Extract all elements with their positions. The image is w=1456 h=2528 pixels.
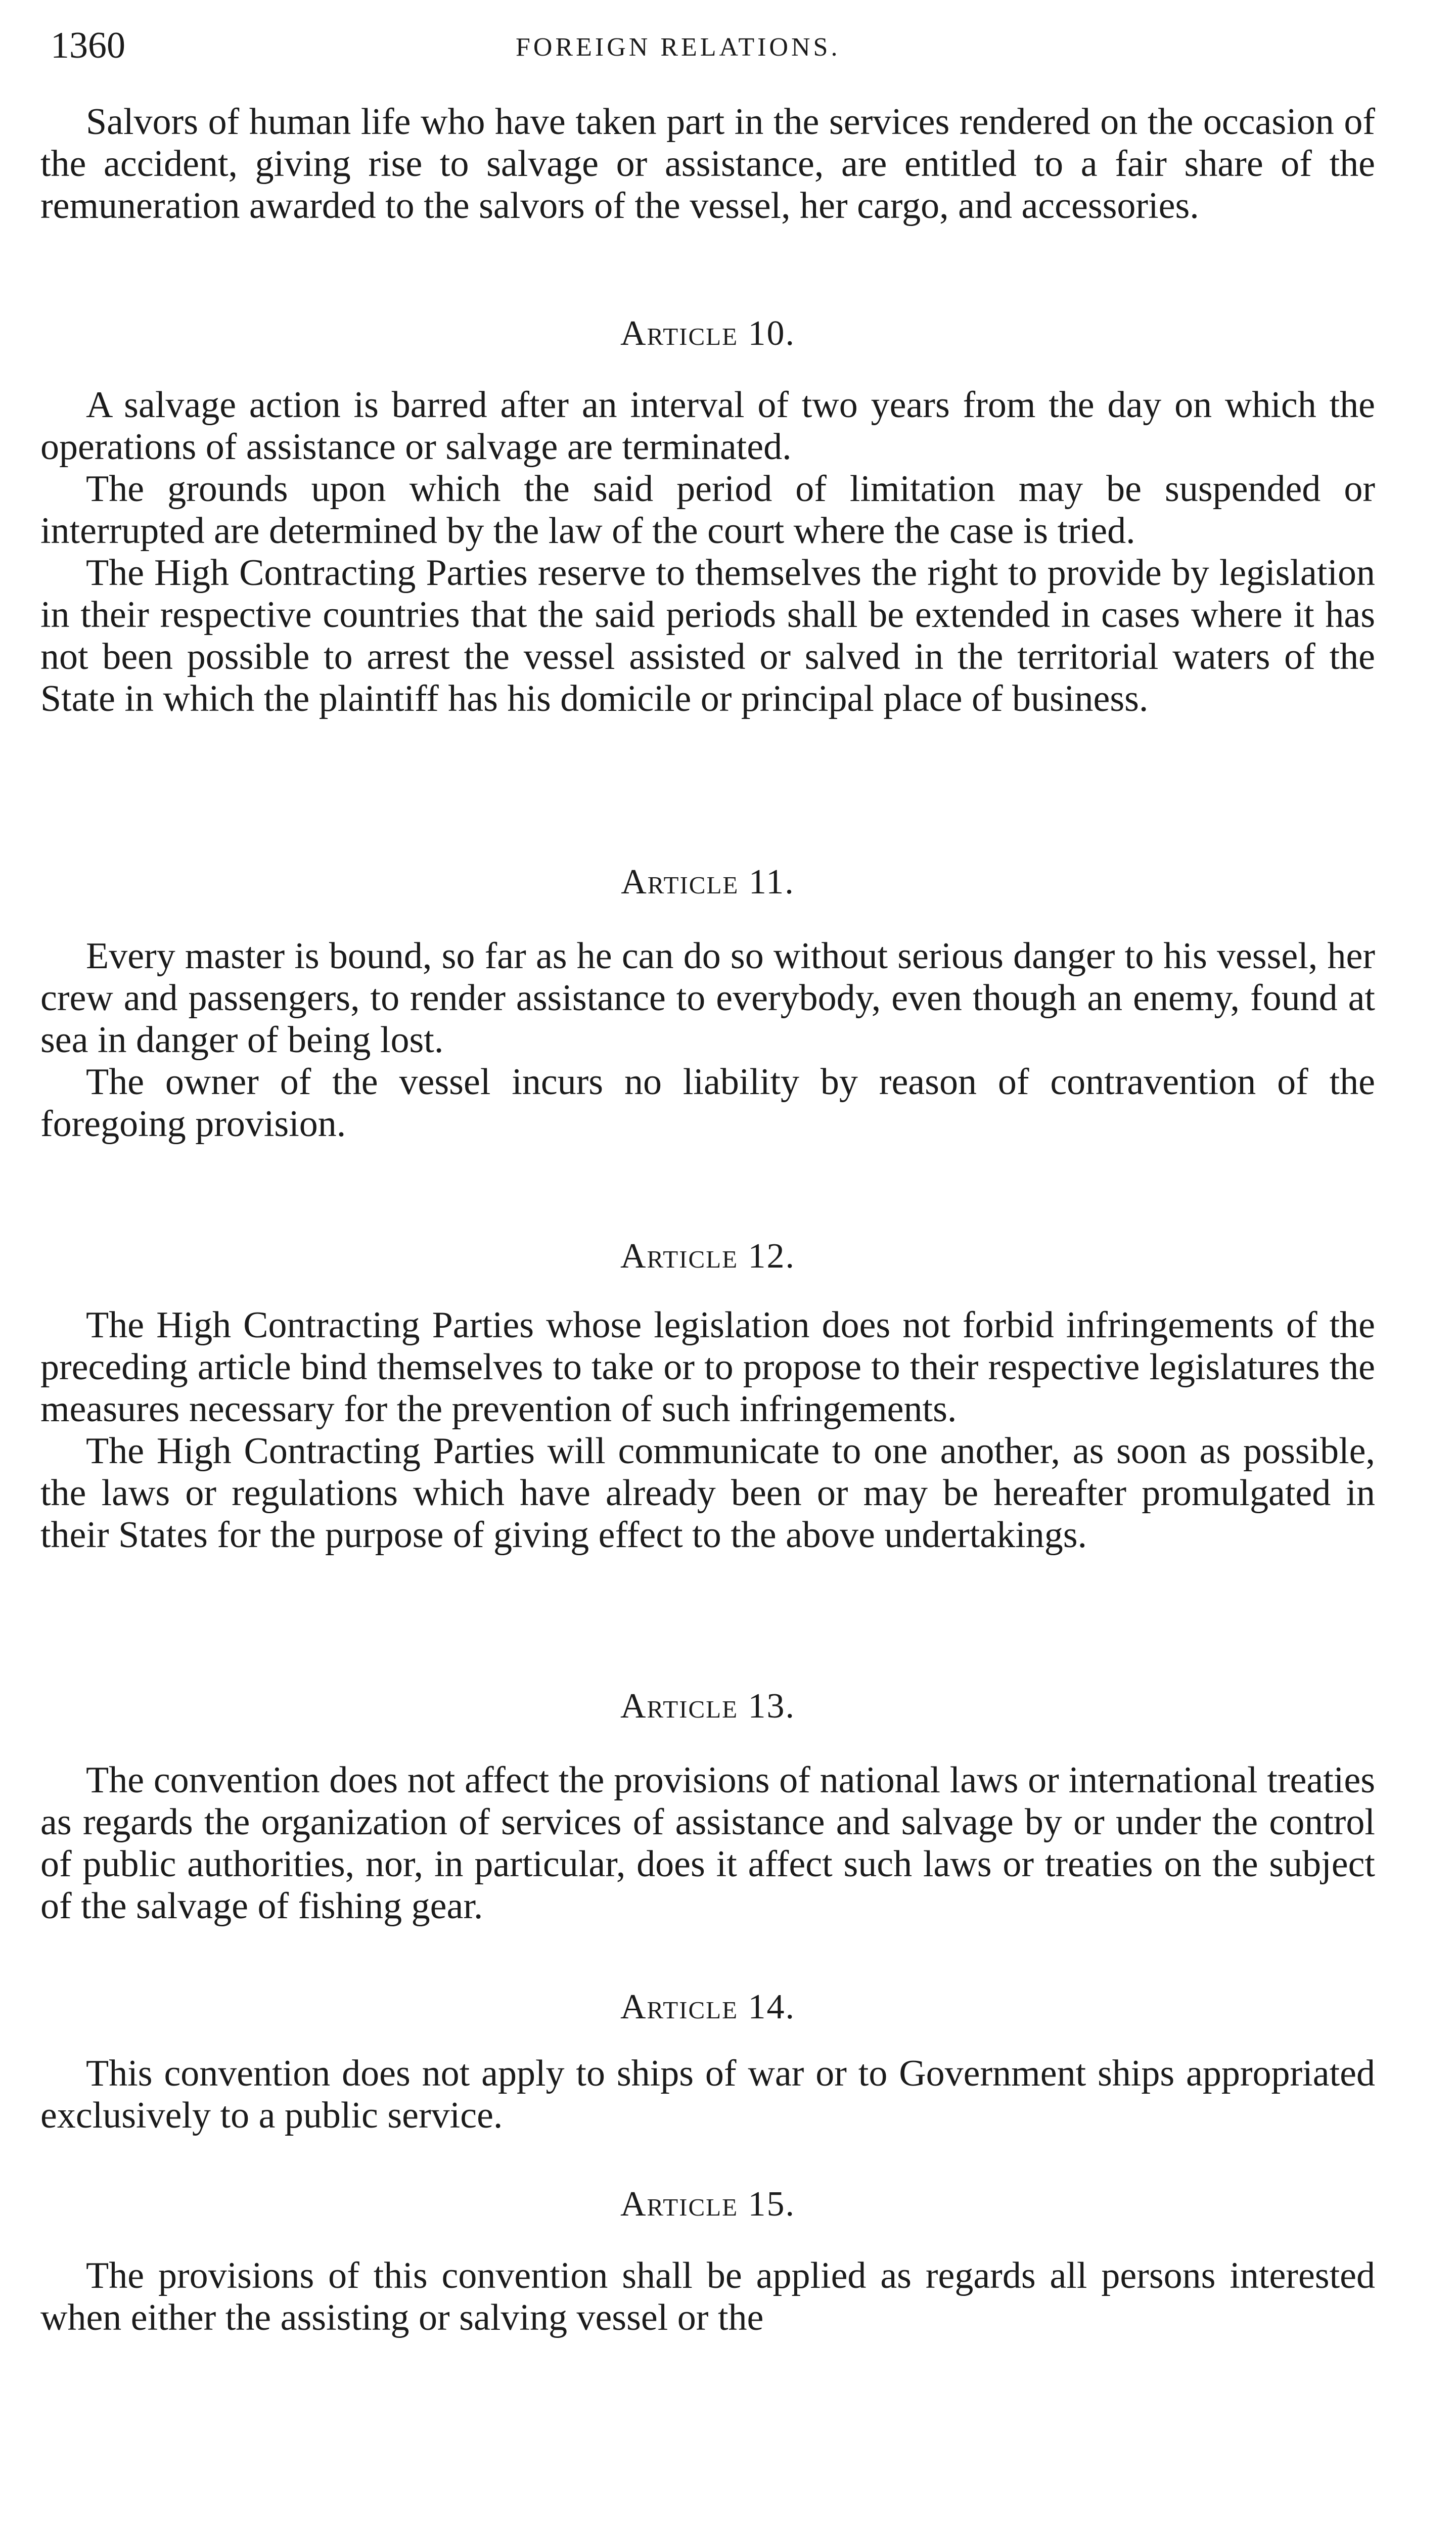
article-14-text bbox=[40, 2053, 1375, 2137]
article-14-heading: Article 14. bbox=[620, 1988, 796, 2026]
paragraph: Salvors of human life who have taken part in the services rendered on the occasion of the accident, giving rise to salvage or assistance, are entitled to a fair share of the remuneration awarded to the salvors of the vessel, her cargo, and accessories. bbox=[40, 101, 1375, 227]
article-12-heading: Article 12. bbox=[620, 1237, 796, 1276]
paragraph: The convention does not affect the provisions of national laws or international treaties as regards the organization of services of assistance and salvage by or under the control of public authorities, nor, in particular, does it affect such laws or treaties on the subject of the salvage of fishing gear. bbox=[40, 1759, 1375, 1927]
page-number: 1360 bbox=[51, 25, 125, 66]
article-12-text bbox=[40, 1304, 1375, 1556]
paragraph: A salvage action is barred after an interval of two years from the day on which the operations of assistance or salvage are terminated. bbox=[40, 384, 1375, 468]
running-head bbox=[51, 20, 1365, 76]
continuation-text bbox=[40, 101, 1375, 227]
paragraph: The owner of the vessel incurs no liability by reason of contravention of the foregoing provision. bbox=[40, 1061, 1375, 1145]
article-15-heading: Article 15. bbox=[620, 2185, 796, 2224]
article-13-heading: Article 13. bbox=[620, 1687, 796, 1726]
article-10-text bbox=[40, 384, 1375, 720]
paragraph: Every master is bound, so far as he can do so without serious danger to his vessel, her crew and passengers, to render assistance to everybody, even though an enemy, found at sea in danger of being lost. bbox=[40, 935, 1375, 1061]
paragraph: The High Contracting Parties will communicate to one another, as soon as possible, the laws or regulations which have already been or may be hereafter promulgated in their States for the purpose of giving effect to the above undertakings. bbox=[40, 1430, 1375, 1556]
paragraph: The provisions of this convention shall be applied as regards all persons interested when either the assisting or salving vessel or the bbox=[40, 2255, 1375, 2338]
paragraph: This convention does not apply to ships of war or to Government ships appropriated exclusively to a public service. bbox=[40, 2053, 1375, 2136]
article-15-text bbox=[40, 2255, 1375, 2339]
article-11-heading: Article 11. bbox=[621, 863, 795, 901]
paragraph: The grounds upon which the said period of limitation may be suspended or interrupted are determined by the law of the court where the case is tried. bbox=[40, 468, 1375, 552]
paragraph: The High Contracting Parties reserve to themselves the right to provide by legislation in their respective countries that the said periods shall be extended in cases where it has not been possible to arrest the vessel assisted or salved in the territorial waters of the State in which the plaintiff has his domicile or principal place of business. bbox=[40, 552, 1375, 719]
running-title: FOREIGN RELATIONS. bbox=[516, 33, 841, 62]
paragraph: The High Contracting Parties whose legislation does not forbid infringements of the preceding article bind themselves to take or to propose to their respective legislatures the measures necessary for the prevention of such infringements. bbox=[40, 1304, 1375, 1430]
article-11-text bbox=[40, 935, 1375, 1145]
article-13-text bbox=[40, 1759, 1375, 1927]
article-10-heading: Article 10. bbox=[620, 314, 796, 353]
